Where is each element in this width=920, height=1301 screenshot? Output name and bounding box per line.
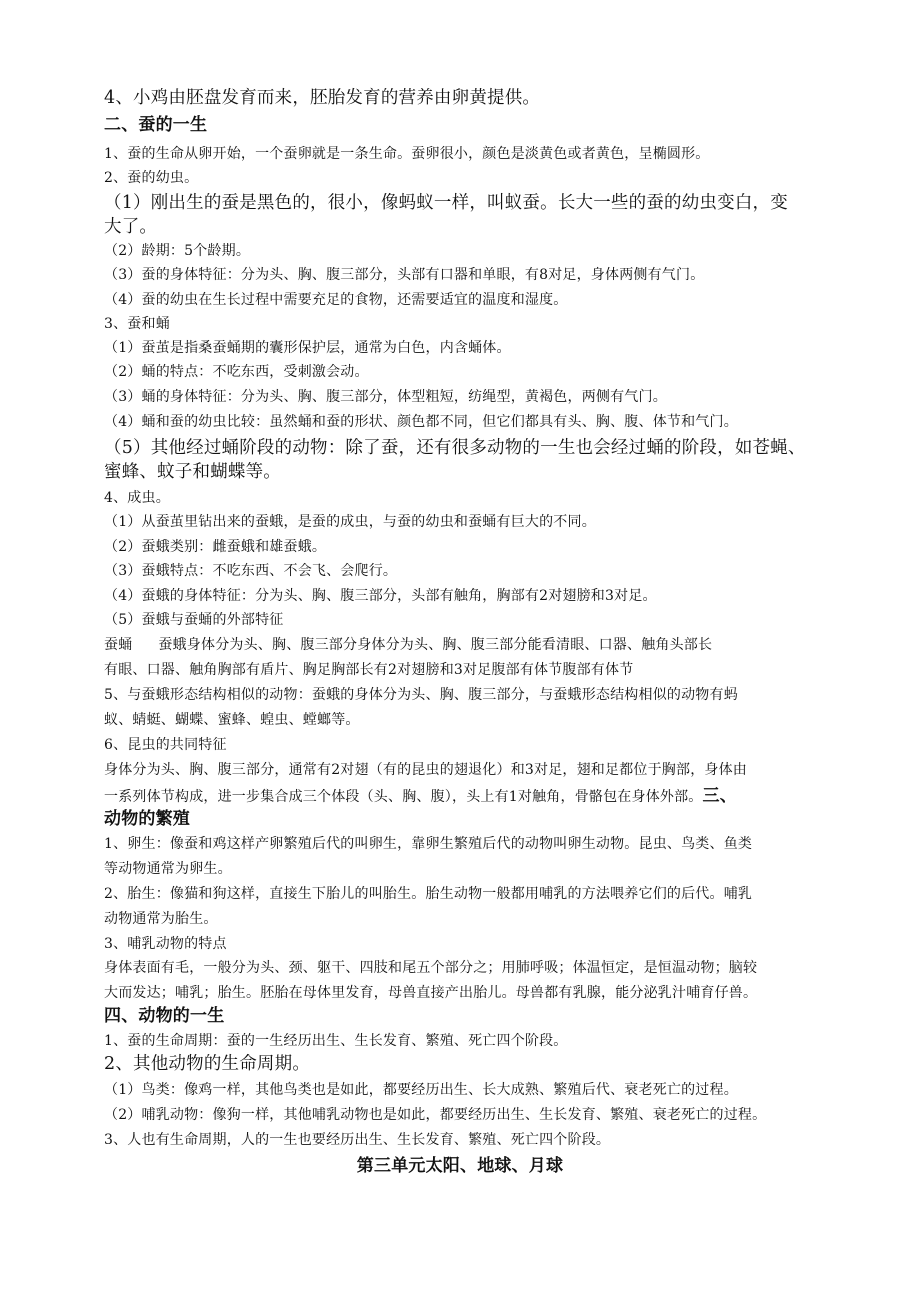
paragraph: 5、与蚕蛾形态结构相似的动物：蚕蛾的身体分为头、胸、腹三部分，与蚕蛾形态结构相似的动物有蚂 <box>104 687 738 703</box>
paragraph: （2）蚕蛾类别：雌蚕蛾和雄蚕蛾。 <box>104 539 327 555</box>
paragraph: 动物通常为胎生。 <box>104 911 218 927</box>
paragraph: （1）刚出生的蚕是黑色的，很小，像蚂蚁一样，叫蚁蚕。长大一些的蚕的幼虫变白，变 <box>104 193 788 213</box>
paragraph: 身体表面有毛，一般分为头、颈、躯干、四肢和尾五个部分之；用肺呼吸；体温恒定，是恒温动物；脑较 <box>104 960 758 976</box>
paragraph: （3）蚕的身体特征：分为头、胸、腹三部分，头部有口器和单眼，有8对足，身体两侧有气门。 <box>104 267 705 283</box>
paragraph: （4）蛹和蚕的幼虫比较：虽然蛹和蚕的形状、颜色都不同，但它们都具有头、胸、腹、体节和气门。 <box>104 414 738 430</box>
paragraph: 1、蚕的生命周期：蚕的一生经历出生、生长发育、繁殖、死亡四个阶段。 <box>104 1033 568 1049</box>
paragraph: （3）蚕蛾特点：不吃东西、不会飞、会爬行。 <box>104 563 398 579</box>
section-heading: 四、动物的一生 <box>104 1006 225 1026</box>
paragraph: 2、其他动物的生命周期。 <box>104 1054 311 1074</box>
paragraph-text: 一系列体节构成，进一步集合成三个体段（头、胸、腹），头上有1对触角，骨骼包在身体外部。 <box>104 789 703 805</box>
paragraph: 4、小鸡由胚盘发育而来，胚胎发育的营养由卵黄提供。 <box>104 88 541 108</box>
paragraph: 身体分为头、胸、腹三部分，通常有2对翅（有的昆虫的翅退化）和3对足，翅和足都位于胸部，身体由 <box>104 762 748 778</box>
paragraph: 3、蚕和蛹 <box>104 316 170 332</box>
paragraph: （3）蛹的身体特征：分为头、胸、腹三部分，体型粗短，纺绳型，黄褐色，两侧有气门。 <box>104 389 667 405</box>
paragraph: 4、成虫。 <box>104 490 170 506</box>
paragraph: （4）蚕的幼虫在生长过程中需要充足的食物，还需要适宜的温度和湿度。 <box>104 292 568 308</box>
table-cell: 蚕蛾身体分为头、胸、腹三部分身体分为头、胸、腹三部分能看清眼、口器、触角头部长 <box>158 637 713 653</box>
paragraph: 1、卵生：像蚕和鸡这样产卵繁殖后代的叫卵生，靠卵生繁殖后代的动物叫卵生动物。昆虫、鸟类、鱼类 <box>104 836 753 852</box>
paragraph: （1）从蚕茧里钻出来的蚕蛾，是蚕的成虫，与蚕的幼虫和蚕蛹有巨大的不同。 <box>104 514 596 530</box>
paragraph: （1）鸟类：像鸡一样，其他鸟类也是如此，都要经历出生、长大成熟、繁殖后代、衰老死亡的过程。 <box>104 1082 738 1098</box>
paragraph: 3、人也有生命周期，人的一生也要经历出生、生长发育、繁殖、死亡四个阶段。 <box>104 1132 611 1148</box>
paragraph: （1）蚕茧是指桑蚕蛹期的囊形保护层，通常为白色，内含蛹体。 <box>104 340 511 356</box>
section-heading: 二、蚕的一生 <box>104 115 208 135</box>
table-row: 有眼、口器、触角胸部有盾片、胸足胸部长有2对翅膀和3对足腹部有体节腹部有体节 <box>104 662 634 678</box>
paragraph: （2）哺乳动物：像狗一样，其他哺乳动物也是如此，都要经历出生、生长发育、繁殖、衰老死亡的过程。 <box>104 1107 767 1123</box>
table-cell: 蚕蛹 <box>104 637 133 653</box>
paragraph: 1、蚕的生命从卵开始，一个蚕卵就是一条生命。蚕卵很小，颜色是淡黄色或者黄色，呈椭圆形。 <box>104 146 710 162</box>
paragraph: 蚁、蜻蜓、蝴蝶、蜜蜂、蝗虫、螳螂等。 <box>104 712 360 728</box>
paragraph: （5）其他经过蛹阶段的动物：除了蚕，还有很多动物的一生也会经过蛹的阶段，如苍蝇、 <box>104 438 806 458</box>
paragraph: （4）蚕蛾的身体特征：分为头、胸、腹三部分，头部有触角，胸部有2对翅膀和3对足。 <box>104 588 657 604</box>
paragraph: （2）蛹的特点：不吃东西，受刺激会动。 <box>104 364 369 380</box>
section-heading: 三、 <box>702 786 737 806</box>
section-heading: 动物的繁殖 <box>104 809 190 829</box>
paragraph: 6、昆虫的共同特征 <box>104 737 227 753</box>
unit-title: 第三单元太阳、地球、月球 <box>356 1156 564 1176</box>
paragraph: （2）龄期：5个龄期。 <box>104 243 251 259</box>
table-row <box>104 635 834 655</box>
paragraph: 大而发达；哺乳；胎生。胚胎在母体里发育，母兽直接产出胎儿。母兽都有乳腺，能分泌乳汁哺育仔兽。 <box>104 985 758 1001</box>
paragraph: 2、蚕的幼虫。 <box>104 170 199 186</box>
paragraph: 3、哺乳动物的特点 <box>104 936 227 952</box>
paragraph: （5）蚕蛾与蚕蛹的外部特征 <box>104 612 284 628</box>
paragraph: 2、胎生：像猫和狗这样，直接生下胎儿的叫胎生。胎生动物一般都用哺乳的方法喂养它们的后代。哺乳 <box>104 886 753 902</box>
paragraph: 大了。 <box>104 217 158 237</box>
paragraph: 蜜蜂、蚊子和蝴蝶等。 <box>104 462 281 482</box>
paragraph: 等动物通常为卵生。 <box>104 861 232 877</box>
paragraph <box>104 785 834 807</box>
